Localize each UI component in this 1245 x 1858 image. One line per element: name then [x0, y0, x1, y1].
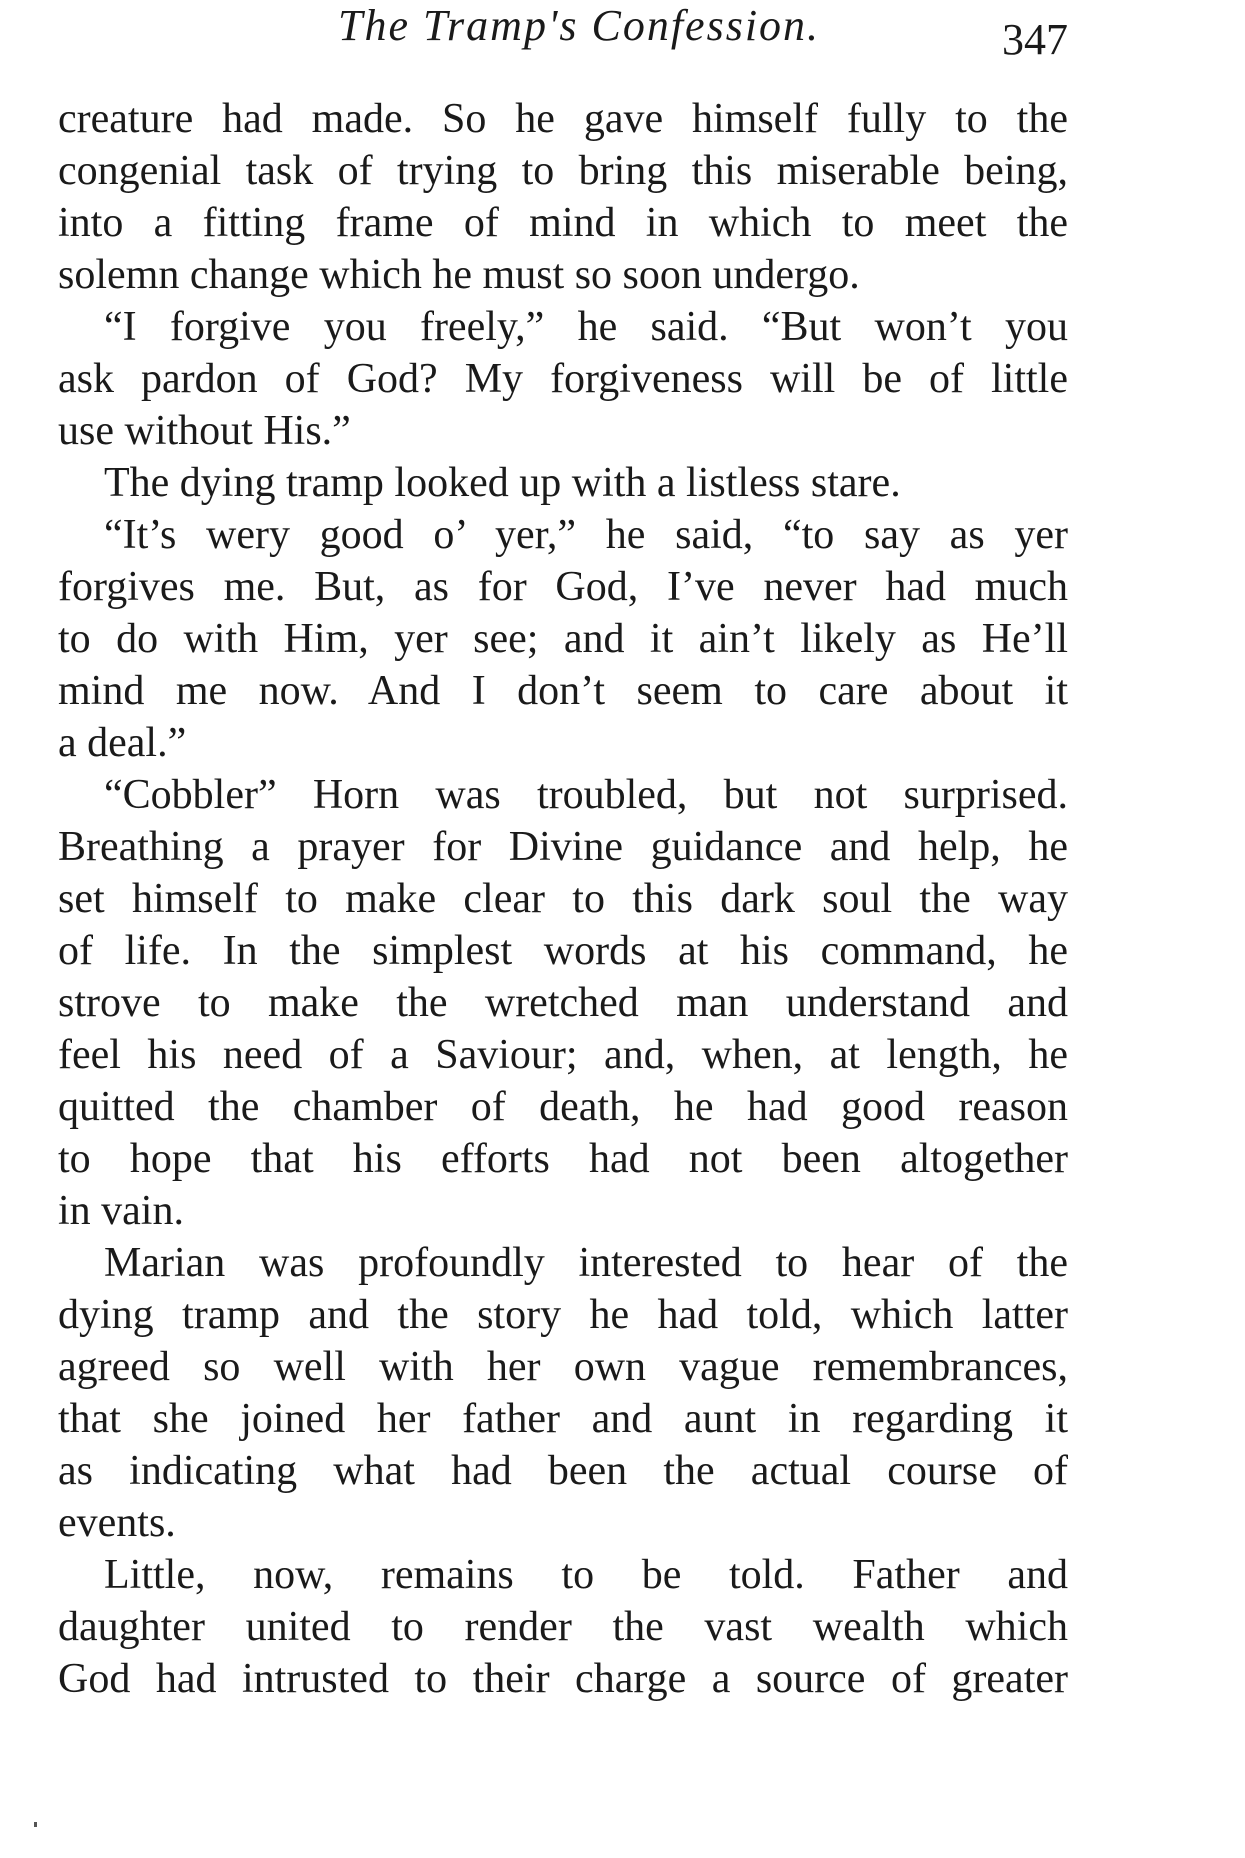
text-line: “Cobbler” Horn was troubled, but not surprised.: [104, 772, 1068, 818]
text-line: feel his need of a Saviour; and, when, at length, he: [58, 1032, 1068, 1078]
text-line: dying tramp and the story he had told, which latter: [58, 1292, 1068, 1338]
text-line: quitted the chamber of death, he had good reason: [58, 1084, 1068, 1130]
text-line: Breathing a prayer for Divine guidance and help, he: [58, 824, 1068, 870]
text-line: in vain.: [58, 1188, 184, 1234]
text-line: mind me now. And I don’t seem to care about it: [58, 668, 1068, 714]
text-line: use without His.”: [58, 408, 351, 454]
text-line: to do with Him, yer see; and it ain’t likely as He’ll: [58, 616, 1068, 662]
body-text: [58, 93, 1068, 1705]
text-line: set himself to make clear to this dark soul the way: [58, 876, 1068, 922]
scan-speck: [34, 1822, 37, 1827]
running-title: The Tramp's Confession.: [338, 1, 821, 50]
text-line: daughter united to render the vast wealth which: [58, 1604, 1068, 1650]
text-line: God had intrusted to their charge a source of greater: [58, 1656, 1068, 1702]
text-line: strove to make the wretched man understand and: [58, 980, 1068, 1026]
text-line: forgives me. But, as for God, I’ve never had much: [58, 564, 1068, 610]
text-line: congenial task of trying to bring this miserable being,: [58, 148, 1068, 194]
text-line: Little, now, remains to be told. Father and: [104, 1552, 1068, 1598]
text-line: Marian was profoundly interested to hear of the: [104, 1240, 1068, 1286]
text-line: The dying tramp looked up with a listless stare.: [104, 460, 901, 506]
text-line: “It’s wery good o’ yer,” he said, “to say as yer: [104, 512, 1068, 558]
text-line: that she joined her father and aunt in regarding it: [58, 1396, 1068, 1442]
text-line: to hope that his efforts had not been altogether: [58, 1136, 1068, 1182]
text-line: ask pardon of God? My forgiveness will be of little: [58, 356, 1068, 402]
text-line: creature had made. So he gave himself fully to the: [58, 96, 1068, 142]
running-head: [58, 0, 1068, 64]
text-line: events.: [58, 1500, 176, 1546]
text-line: agreed so well with her own vague remembrances,: [58, 1344, 1068, 1390]
text-line: as indicating what had been the actual course of: [58, 1448, 1068, 1494]
text-line: “I forgive you freely,” he said. “But won’t you: [104, 304, 1068, 350]
text-line: into a fitting frame of mind in which to meet the: [58, 200, 1068, 246]
text-line: of life. In the simplest words at his command, he: [58, 928, 1068, 974]
page-number: 347: [1002, 15, 1068, 64]
text-line: solemn change which he must so soon undergo.: [58, 252, 860, 298]
text-line: a deal.”: [58, 720, 187, 766]
